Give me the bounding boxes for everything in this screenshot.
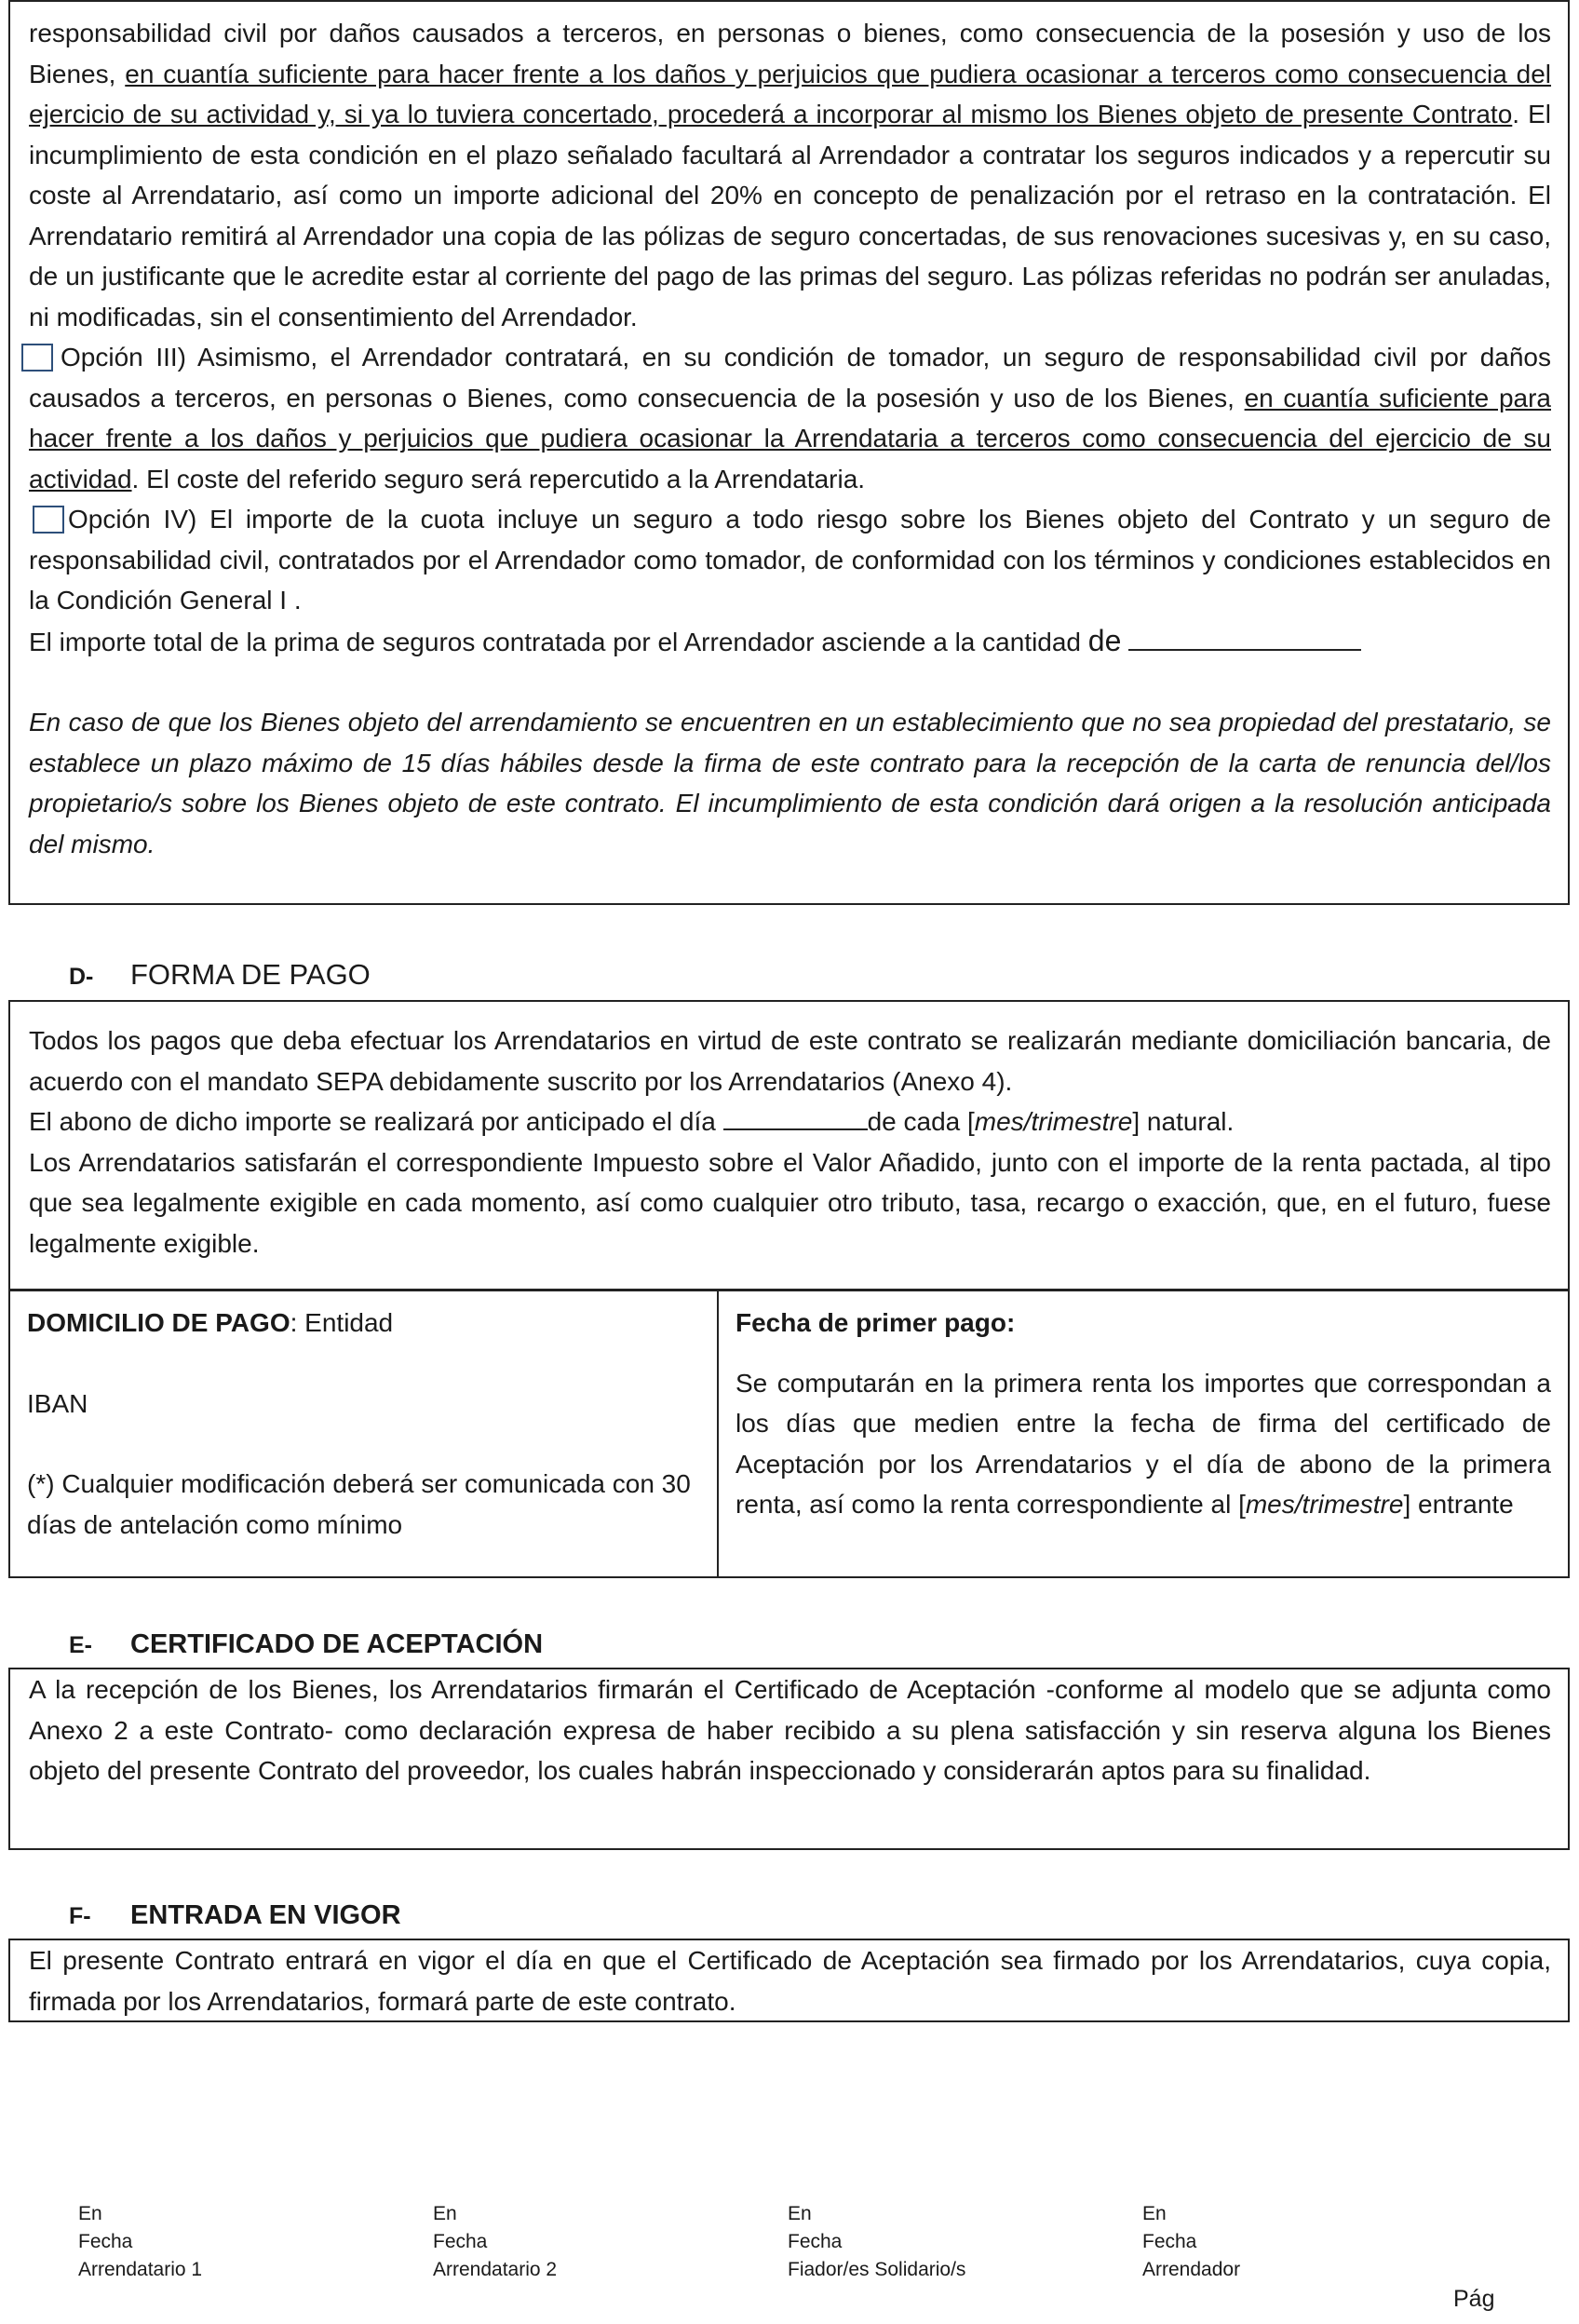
first-payment-text: Se computarán en la primera renta los importes que correspondan a los días que medien entre la fecha de firma del certificado de Aceptación por los Arrendatarios y el día de abono de la primera renta, así como la renta correspondiente al [mes/trimestre] entrante — [736, 1368, 1551, 1519]
insurance-options-box — [8, 0, 1570, 905]
signature-block — [433, 2200, 557, 2284]
acceptance-box — [8, 1668, 1570, 1850]
modification-note: (*) Cualquier modificación deberá ser comunicada con 30 días de antelación como mínimo — [27, 1469, 691, 1539]
entry-into-force-text: El presente Contrato entrará en vigor el día en que el Certificado de Aceptación sea firmado por los Arrendatarios, cuya copia, firmada por los Arrendatarios, formará parte de este contrato. — [29, 1946, 1551, 2016]
signature-role: Fiador/es Solidario/s — [788, 2259, 966, 2280]
payment-paragraph-3: Los Arrendatarios satisfarán el correspondiente Impuesto sobre el Valor Añadido, junto con el importe de la renta pactada, al tipo que sea legalmente exigible en cada momento, así como cualquier otro tributo, tasa, recargo o exacción, que, en el futuro, fuese legalmente exigible. — [29, 1147, 1551, 1258]
insurance-paragraph: responsabilidad civil por daños causados a terceros, en personas o bienes, como consecuencia de la posesión y uso de los Bienes, en cuantía suficiente para hacer frente a los daños y perjuicios que pudiera ocasionar a terceros como consecuencia del ejercicio de su actividad y, si ya lo tuviera concertado, procederá a incorporar al mismo los Bienes objeto de presente Contrato. El incumplimiento de esta condición en el plazo señalado facultará al Arrendador a contratar los seguros indicados y a repercutir su coste al Arrendatario, así como un importe adicional del 20% en concepto de penalización por el retraso en la contratación. El Arrendatario remitirá al Arrendador una copia de las pólizas de seguro concertadas, de sus renovaciones sucesivas y, en su caso, de un justificante que le acredite estar al corriente del pago de las primas del seguro. Las pólizas referidas no podrán ser anuladas, ni modificadas, sin el consentimiento del Arrendador. — [29, 19, 1552, 331]
premium-amount-line: El importe total de la prima de seguros contratada por el Arrendador asciende a la cantidad de — [29, 621, 1551, 663]
signature-place: En — [433, 2203, 457, 2224]
signature-role: Arrendatario 1 — [78, 2259, 203, 2280]
signature-block — [1142, 2200, 1240, 2284]
section-d-heading: D- FORMA DE PAGO — [69, 958, 371, 991]
iban-line: IBAN — [27, 1388, 88, 1418]
italic-note: En caso de que los Bienes objeto del arrendamiento se encuentren en un establecimiento que no sea propiedad del prestatario, se establece un plazo máximo de 15 días hábiles desde la firma de este contrato para la recepción de la carta de renuncia del/los propietario/s sobre los Bienes objeto de este contrato. El incumplimiento de esta condición dará origen a la resolución anticipada del mismo. — [29, 708, 1551, 858]
signature-date: Fecha — [433, 2231, 488, 2252]
section-f-heading: F- ENTRADA EN VIGOR — [69, 1900, 401, 1930]
signature-block — [788, 2200, 965, 2284]
option-iii-checkbox[interactable] — [21, 344, 53, 372]
option-iii: Opción III) Asimismo, el Arrendador contratará, en su condición de tomador, un seguro de responsabilidad civil por daños causados a terceros, en personas o Bienes, como consecuencia de la posesión y uso de los Bienes, en cuantía suficiente para hacer frente a los daños y perjuicios que pudiera ocasionar la Arrendataria a terceros como consecuencia del ejercicio de su actividad. El coste del referido seguro será repercutido a la Arrendataria. — [29, 337, 1551, 499]
payment-paragraph-2: El abono de dicho importe se realizará por anticipado el día de cada [mes/trimestre] natural. — [29, 1101, 1551, 1142]
first-payment-label: Fecha de primer pago: — [736, 1308, 1016, 1337]
payment-box — [8, 1000, 1570, 1290]
signature-place: En — [788, 2203, 812, 2224]
option-iv-checkbox[interactable] — [33, 506, 64, 534]
domicile-line: DOMICILIO DE PAGO: Entidad — [27, 1308, 394, 1337]
payment-details-table — [8, 1290, 1570, 1578]
option-iv: Opción IV) El importe de la cuota incluye un seguro a todo riesgo sobre los Bienes objeto del Contrato y un seguro de responsabilidad civil, contratados por el Arrendador como tomador, de conformidad con los términos y condiciones establecidos en la Condición General I . — [29, 505, 1551, 615]
premium-amount-field[interactable] — [1128, 625, 1361, 651]
payment-day-field[interactable] — [723, 1104, 868, 1130]
acceptance-text: A la recepción de los Bienes, los Arrendatarios firmarán el Certificado de Aceptación -conforme al modelo que se adjunta como Anexo 2 a este Contrato- como declaración expresa de haber recibido a su plena satisfacción y sin reserva alguna los Bienes objeto del presente Contrato del proveedor, los cuales habrán inspeccionado y considerarán aptos para su finalidad. — [29, 1675, 1551, 1785]
section-e-heading: E- CERTIFICADO DE ACEPTACIÓN — [69, 1629, 544, 1659]
signature-date: Fecha — [788, 2231, 843, 2252]
signature-role: Arrendador — [1142, 2259, 1241, 2280]
signature-block — [78, 2200, 202, 2284]
page-number-label: Pág — [1453, 2286, 1495, 2312]
signature-date: Fecha — [78, 2231, 133, 2252]
signature-place: En — [1142, 2203, 1167, 2224]
entry-into-force-box — [8, 1939, 1570, 2022]
payment-domicile-cell — [10, 1291, 719, 1576]
signature-place: En — [78, 2203, 102, 2224]
payment-paragraph-1: Todos los pagos que deba efectuar los Arrendatarios en virtud de este contrato se realizarán mediante domiciliación bancaria, de acuerdo con el mandato SEPA debidamente suscrito por los Arrendatarios (Anexo 4). — [29, 1026, 1551, 1096]
signature-role: Arrendatario 2 — [433, 2259, 558, 2280]
first-payment-cell — [719, 1291, 1568, 1576]
signature-date: Fecha — [1142, 2231, 1197, 2252]
